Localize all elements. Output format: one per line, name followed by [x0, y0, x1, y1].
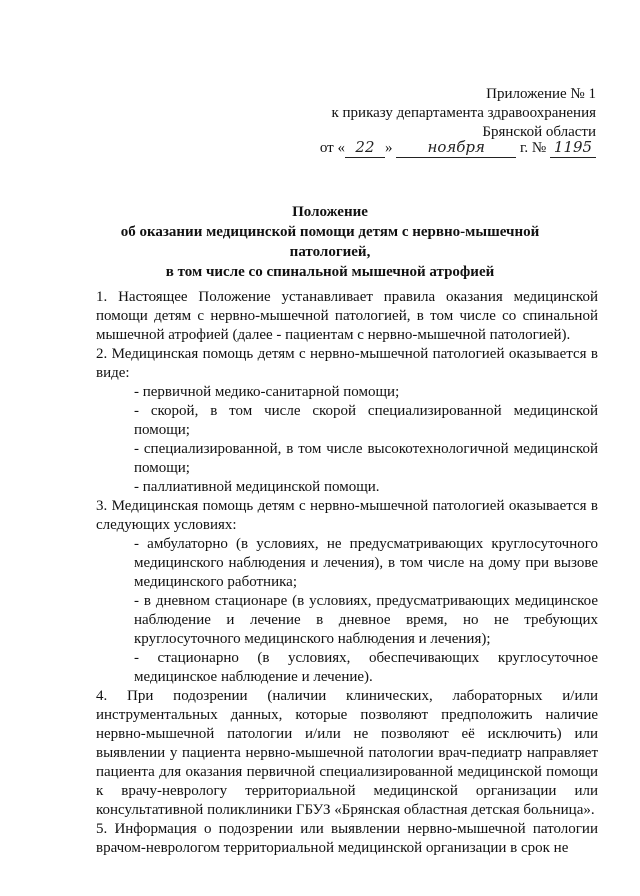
title-line-3: патологией,	[289, 244, 371, 260]
region-name: Брянской области	[482, 124, 596, 140]
order-reference: к приказу департамента здравоохранения	[331, 105, 596, 121]
list-item: - скорой, в том числе скорой специализированной медицинской помощи;	[134, 403, 598, 438]
list-item: - амбулаторно (в условиях, не предусматривающих круглосуточного медицинского наблюдения и лечения), в том числе на дому при вызове медицинского работника;	[134, 536, 598, 590]
document-title	[60, 202, 600, 282]
date-month: ноября	[396, 138, 516, 158]
date-prefix: от «	[319, 140, 345, 156]
title-line-1: Положение	[292, 204, 368, 220]
paragraph-4: 4. При подозрении (наличии клинических, лабораторных и/или инструментальных данных, которые позволяют предположить наличие нервно-мышечной патологии и/или не позволяют её исключить) или выявлении у пациента нервно-мышечной патологии врач-педиатр направляет пациента для оказания первичной специализированной медицинской помощи к врачу-неврологу территориальной медицинской организации или консультативной поликлиники ГБУЗ «Брянская областная детская больница».	[96, 688, 598, 818]
date-mid: »	[384, 140, 393, 156]
paragraph-1: 1. Настоящее Положение устанавливает правила оказания медицинской помощи детям с нервно-мышечной патологией, в том числе со спинальной мышечной атрофией (далее - пациентам с нервно-мышечной патологией).	[96, 289, 598, 343]
list-item: - первичной медико-санитарной помощи;	[134, 384, 400, 400]
paragraph-3: 3. Медицинская помощь детям с нервно-мышечной патологией оказывается в следующих условиях:	[96, 498, 598, 533]
title-line-4: в том числе со спинальной мышечной атрофией	[165, 264, 495, 280]
title-line-2: об оказании медицинской помощи детям с нервно-мышечной	[120, 224, 540, 240]
list-item: - специализированной, в том числе высокотехнологичной медицинской помощи;	[134, 441, 598, 476]
paragraph-2: 2. Медицинская помощь детям с нервно-мышечной патологией оказывается в виде:	[96, 346, 598, 381]
list-item: - в дневном стационаре (в условиях, предусматривающих медицинское наблюдение и лечение в дневное время, но не требующих круглосуточного медицинского наблюдения и лечения);	[134, 593, 598, 647]
list-item: - паллиативной медицинской помощи.	[134, 479, 380, 495]
number-label: г. №	[519, 140, 547, 156]
paragraph-5: 5. Информация о подозрении или выявлении нервно-мышечной патологии врачом-неврологом территориальной медицинской организации в срок не	[96, 821, 598, 856]
document-number: 1195	[550, 138, 596, 158]
order-date-number	[320, 138, 596, 158]
date-day: 22	[345, 138, 385, 158]
list-item: - стационарно (в условиях, обеспечивающих круглосуточное медицинское наблюдение и лечение).	[134, 650, 598, 685]
appendix-label: Приложение № 1	[486, 86, 596, 102]
document-body	[96, 288, 598, 858]
